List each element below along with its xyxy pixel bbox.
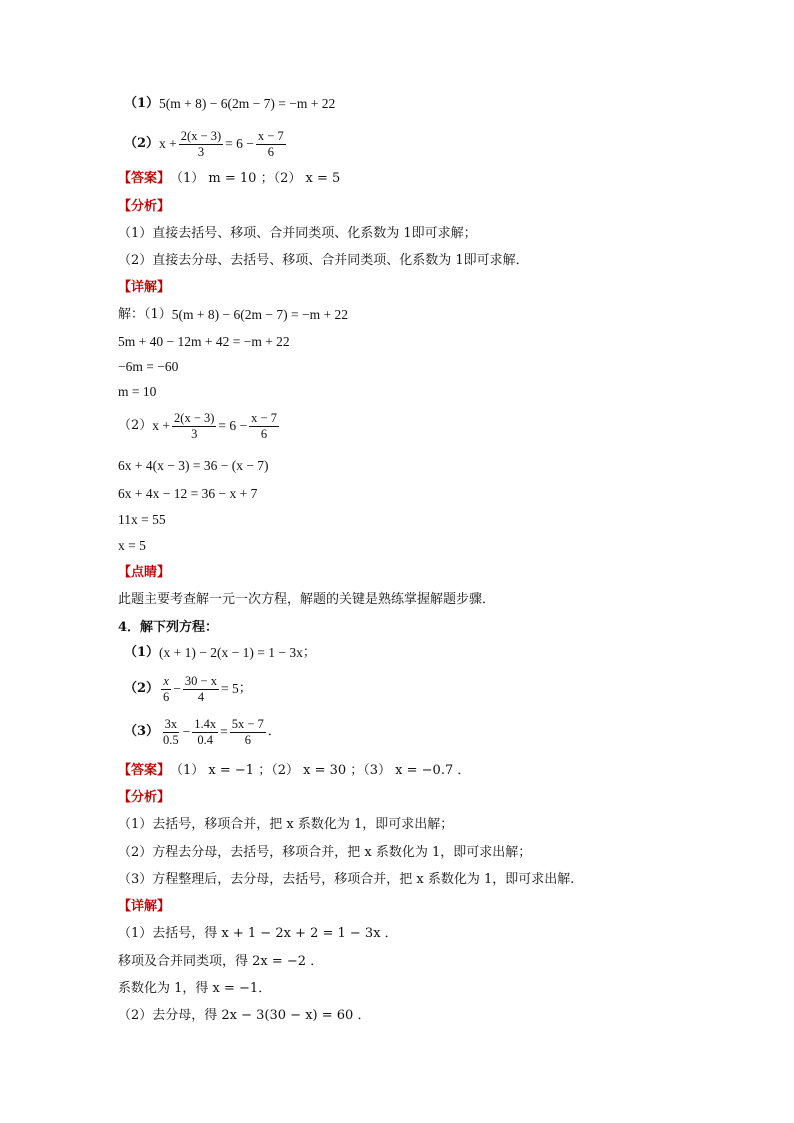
p3-q2-fraction-1	[179, 129, 223, 160]
p4-q1-label: （1）	[124, 645, 160, 660]
p4-q3-fraction-3	[230, 717, 266, 748]
p3-solution-step-3: m = 10	[118, 384, 157, 399]
p3-q2-frac1-denominator: 3	[197, 144, 205, 159]
p3-analysis-1: （1）直接去括号、移项、合并同类项、化系数为 1即可求解；	[118, 226, 477, 241]
p3-sol-p2-fraction-1	[172, 411, 216, 442]
p3-sol-p2-label: （2）	[118, 418, 153, 433]
p3-detail-heading	[118, 280, 170, 296]
p3-sol-p2-frac2-numerator: x − 7	[251, 410, 277, 425]
p3-review-heading	[118, 565, 170, 581]
p4-q2-label: （2）	[124, 681, 160, 696]
p4-q2-fraction-2	[183, 674, 219, 705]
p4-q3-f3-denominator: 6	[244, 732, 251, 747]
p3-sol-p2-middle: = 6 −	[218, 418, 248, 433]
p4-q1-equation: (x + 1) − 2(x − 1) = 1 − 3x	[159, 645, 303, 660]
p4-answer-text: （1） x = −1 ；（2） x = 30 ；（3） x = −0.7 ．	[170, 763, 471, 778]
p4-q3-f3-numerator: 5x − 7	[231, 716, 264, 731]
p4-detail-heading	[118, 899, 170, 915]
p4-q3-f1-denominator: 0.5	[163, 732, 179, 747]
p3-answer-text: （1） m = 10 ；（2） x = 5	[170, 171, 341, 186]
p3-analysis-2: （2）直接去分母、去括号、移项、合并同类项、化系数为 1即可求解．	[118, 253, 529, 268]
p3-sol-p2-fraction-2	[249, 411, 279, 442]
p4-q2-f2-numerator: 30 − x	[184, 673, 217, 688]
p4-question-2	[124, 673, 252, 705]
p3-analysis-tag: 【分析】	[118, 199, 171, 214]
p4-analysis-tag: 【分析】	[118, 790, 171, 805]
p4-q2-f2-denominator: 4	[197, 689, 205, 704]
p4-answer	[118, 763, 470, 779]
p4-q3-minus: −	[182, 724, 191, 739]
p3-solution-step-7: x = 5	[118, 538, 146, 553]
p3-detail-tag: 【详解】	[118, 280, 171, 295]
p4-question-3	[124, 716, 281, 748]
p4-q2-f1-numerator: x	[163, 673, 169, 688]
p4-analysis-heading	[118, 790, 170, 806]
p4-q3-label: （3）	[124, 724, 160, 739]
p4-detail-tag: 【详解】	[118, 899, 171, 914]
p4-q3-equals: =	[220, 724, 228, 739]
p4-q3-f1-numerator: 3x	[164, 716, 178, 731]
p3-solution-step-2: −6m = −60	[118, 359, 179, 374]
p3-answer	[118, 171, 340, 187]
p4-q3-end: ．	[267, 724, 281, 739]
p4-q2-f1-denominator: 6	[163, 689, 170, 704]
p4-analysis-3: （3）方程整理后，去分母，去括号，移项合并，把 x 系数化为 1，即可求出解.	[118, 872, 575, 887]
p4-analysis-1: （1）去括号，移项合并，把 x 系数化为 1，即可求出解；	[118, 817, 454, 832]
p3-q1-equation: 5(m + 8) − 6(2m − 7) = −m + 22	[159, 96, 336, 111]
p3-solution-eq0: 5(m + 8) − 6(2m − 7) = −m + 22	[171, 307, 348, 322]
p3-q2-middle: = 6 −	[225, 136, 254, 151]
p3-q2-left: x +	[159, 136, 177, 151]
p4-detail-1: （1）去括号，得 x + 1 − 2x + 2 = 1 − 3x ．	[118, 926, 398, 941]
p3-solution-step-4: 6x + 4(x − 3) = 36 − (x − 7)	[118, 458, 269, 473]
p3-solution-step-1: 5m + 40 − 12m + 42 = −m + 22	[118, 334, 290, 349]
p3-q2-frac2-numerator: x − 7	[257, 128, 284, 143]
p3-answer-tag: 【答案】	[118, 171, 171, 186]
p3-review-tag: 【点睛】	[118, 565, 171, 580]
p3-q2-frac2-denominator: 6	[267, 144, 274, 159]
p4-q3-fraction-2	[192, 717, 218, 748]
p3-solution-start	[118, 307, 348, 323]
p3-analysis-heading	[118, 199, 170, 215]
p3-sol-p2-left: x +	[152, 418, 171, 433]
p3-solution-step-6: 11x = 55	[118, 512, 166, 527]
p3-solution-part-2	[118, 410, 281, 442]
p4-detail-2: 移项及合并同类项，得 2x = −2 ．	[118, 954, 324, 969]
p4-q2-end: ；	[238, 681, 252, 696]
p3-question-2	[124, 128, 288, 160]
p4-q1-end: ；	[302, 645, 316, 660]
p3-solution-prefix: 解：（1）	[118, 307, 172, 322]
p4-q2-rhs: = 5	[220, 681, 239, 696]
p4-q2-fraction-1	[161, 674, 171, 705]
p4-q3-fraction-1	[161, 717, 181, 748]
p4-q3-f2-numerator: 1.4x	[194, 716, 217, 731]
p3-q2-frac1-numerator: 2(x − 3)	[180, 128, 222, 143]
p4-title: 4．解下列方程：	[118, 620, 219, 635]
p4-q2-minus: −	[173, 681, 181, 696]
p3-sol-p2-frac1-denominator: 3	[191, 426, 198, 441]
p4-analysis-2: （2）方程去分母，去括号，移项合并，把 x 系数化为 1，即可求出解；	[118, 845, 532, 860]
p4-detail-4: （2）去分母，得 2x − 3(30 − x) = 60 ．	[118, 1008, 371, 1023]
p3-q2-fraction-2	[256, 129, 286, 160]
p4-q3-f2-denominator: 0.4	[197, 732, 214, 747]
p3-solution-step-5: 6x + 4x − 12 = 36 − x + 7	[118, 486, 258, 501]
p3-q2-label: （2）	[124, 136, 160, 151]
p3-sol-p2-frac2-denominator: 6	[260, 426, 268, 441]
p3-question-1	[124, 96, 335, 112]
p3-review-text: 此题主要考查解一元一次方程，解题的关键是熟练掌握解题步骤．	[118, 592, 496, 607]
p3-sol-p2-frac1-numerator: 2(x − 3)	[174, 410, 215, 425]
p4-answer-tag: 【答案】	[118, 763, 171, 778]
p4-question-1	[124, 645, 316, 661]
p4-detail-3: 系数化为 1，得 x = −1．	[118, 981, 272, 996]
p3-q1-label: （1）	[124, 96, 160, 111]
